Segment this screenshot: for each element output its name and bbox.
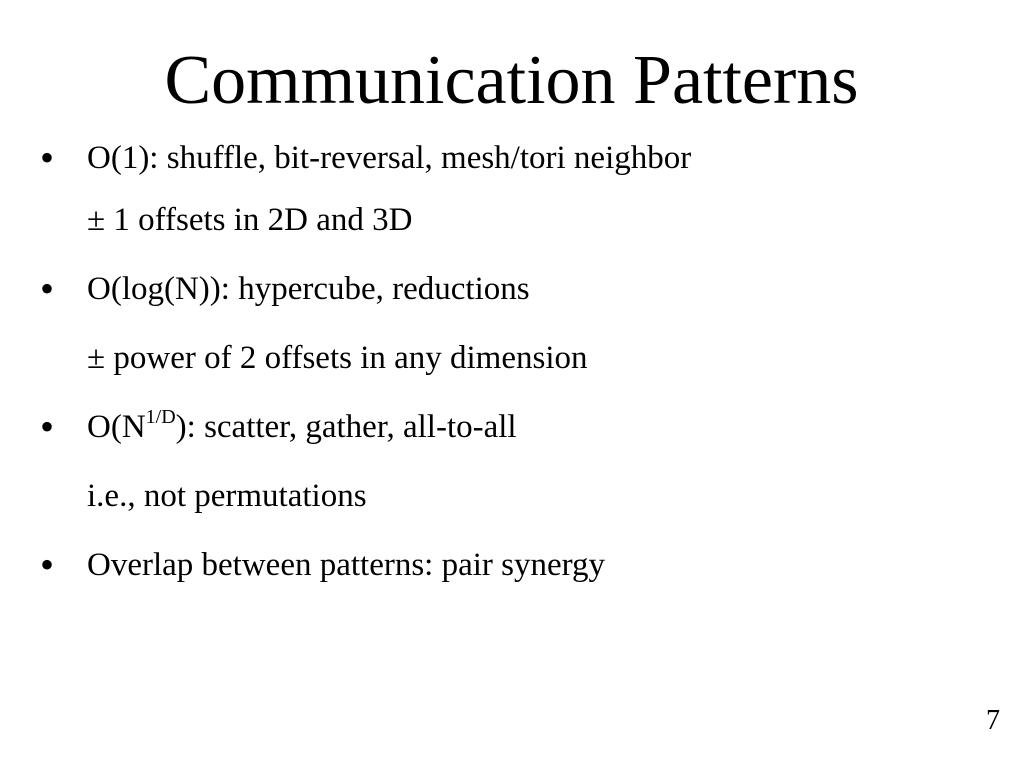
bullet-marker: • <box>40 404 55 449</box>
bullet-text: O(1): shuffle, bit-reversal, mesh/tori neighbor <box>87 140 692 176</box>
bullet-subtext: i.e., not permutations <box>87 478 367 514</box>
bullet-text <box>87 407 517 447</box>
slide-title: Communication Patterns <box>164 42 859 119</box>
bullet-marker: • <box>40 542 55 587</box>
bullet-subtext: ± power of 2 offsets in any dimension <box>87 340 588 376</box>
bullet-marker: • <box>40 135 55 180</box>
bullet-text: Overlap between patterns: pair synergy <box>87 547 606 583</box>
bullet-text-prefix: O(N <box>87 409 146 445</box>
page-number: 7 <box>986 705 1000 736</box>
bullet-text: O(log(N)): hypercube, reductions <box>87 271 530 307</box>
bullet-text-suffix: ): scatter, gather, all-to-all <box>175 409 517 445</box>
bullet-marker: • <box>40 266 55 311</box>
bullet-subtext: ± 1 offsets in 2D and 3D <box>87 202 413 238</box>
bullet-text-superscript: 1/D <box>145 406 176 428</box>
